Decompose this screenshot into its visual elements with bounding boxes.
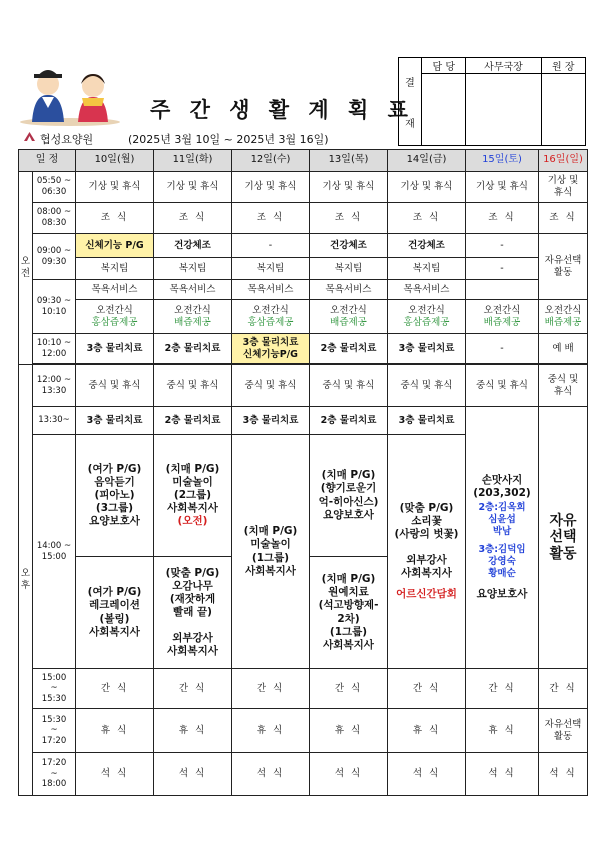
day-header: 14일(금) xyxy=(388,150,466,172)
time-cell: 05:50 ~ 06:30 xyxy=(33,172,76,203)
day-header-sunday: 16일(일) xyxy=(539,150,588,172)
schedule-cell: - xyxy=(466,258,539,280)
schedule-cell: 목욕서비스 xyxy=(232,280,310,300)
program-cell-sunday: 자유 선택 활동 xyxy=(539,407,588,669)
schedule-cell: 간 식 xyxy=(76,669,154,709)
schedule-cell: 조 식 xyxy=(466,203,539,234)
schedule-cell: 조 식 xyxy=(76,203,154,234)
schedule-cell: 기상 및 휴식 xyxy=(310,172,388,203)
schedule-cell-highlight: 3층 물리치료 신체기능P/G xyxy=(232,334,310,364)
schedule-cell: 3층 물리치료 xyxy=(388,334,466,364)
schedule-cell: 목욕서비스 xyxy=(76,280,154,300)
schedule-cell: 간 식 xyxy=(310,669,388,709)
snack-cell: 오전간식 배즙제공 xyxy=(466,300,539,334)
schedule-cell: 기상 및 휴식 xyxy=(539,172,588,203)
time-cell: 14:00 ~ 15:00 xyxy=(33,435,76,669)
schedule-cell: 간 식 xyxy=(539,669,588,709)
schedule-cell: 휴 식 xyxy=(76,709,154,753)
snack-cell: 오전간식 홍삼즙제공 xyxy=(388,300,466,334)
approval-box xyxy=(398,57,586,146)
schedule-cell: 3층 물리치료 xyxy=(388,407,466,435)
snack-cell: 오전간식 홍삼즙제공 xyxy=(76,300,154,334)
schedule-cell: 중식 및 휴식 xyxy=(388,365,466,407)
schedule-cell: 중식 및 휴식 xyxy=(154,365,232,407)
schedule-cell: 중식 및 휴식 xyxy=(466,365,539,407)
schedule-cell: 중식 및 휴식 xyxy=(539,365,588,407)
approval-sign-manager[interactable] xyxy=(466,74,541,146)
time-cell: 09:30 ~ 10:10 xyxy=(33,280,76,334)
schedule-cell: 복지팀 xyxy=(154,258,232,280)
schedule-cell: 석 식 xyxy=(310,753,388,796)
schedule-cell: 2층 물리치료 xyxy=(310,334,388,364)
program-cell-saturday: 손맛사지 (203,302) 2층:김옥희 심윤섭 박남 3층:김덕임 강영숙 황매순 요양보호사 xyxy=(466,407,539,669)
time-cell: 10:10 ~ 12:00 xyxy=(33,334,76,364)
schedule-cell: 자유선택 활동 xyxy=(539,234,588,300)
time-cell: 17:20 ~ 18:00 xyxy=(33,753,76,796)
schedule-cell: 목욕서비스 xyxy=(154,280,232,300)
schedule-cell: 복지팀 xyxy=(232,258,310,280)
schedule-cell: 건강체조 xyxy=(154,234,232,258)
program-cell: (맞춤 P/G) 오감나무 (재잣하게 빨래 끝) 외부강사 사회복지사 xyxy=(154,557,232,669)
time-cell: 12:00 ~ 13:30 xyxy=(33,365,76,407)
schedule-cell: - xyxy=(466,234,539,258)
day-header: 13일(목) xyxy=(310,150,388,172)
schedule-cell: 중식 및 휴식 xyxy=(232,365,310,407)
approval-label: 결 재 xyxy=(399,58,422,146)
program-cell: (여가 P/G) 음악듣기 (피아노) (3그룹) 요양보호사 xyxy=(76,435,154,557)
schedule-cell: 기상 및 휴식 xyxy=(466,172,539,203)
day-header: 10일(월) xyxy=(76,150,154,172)
schedule-cell xyxy=(466,280,539,300)
schedule-cell: 석 식 xyxy=(388,753,466,796)
schedule-cell: - xyxy=(232,234,310,258)
corner-label: 일 정 xyxy=(19,150,76,172)
schedule-cell: 석 식 xyxy=(539,753,588,796)
weekly-schedule-table xyxy=(18,149,588,796)
organization-name: 협성요양원 xyxy=(40,133,94,146)
schedule-cell: 2층 물리치료 xyxy=(310,407,388,435)
schedule-cell: 조 식 xyxy=(388,203,466,234)
schedule-cell: 중식 및 휴식 xyxy=(310,365,388,407)
organization-logo-icon xyxy=(24,132,35,141)
schedule-cell: 휴 식 xyxy=(154,709,232,753)
approval-role-manager: 사무국장 xyxy=(466,58,541,74)
snack-cell: 오전간식 배즙제공 xyxy=(154,300,232,334)
program-cell: (치매 P/G) 원예치료 (석고방향제- 2차) (1그룹) 사회복지사 xyxy=(310,557,388,669)
schedule-cell: 석 식 xyxy=(232,753,310,796)
schedule-cell: 석 식 xyxy=(76,753,154,796)
schedule-cell: 기상 및 휴식 xyxy=(388,172,466,203)
schedule-cell: - xyxy=(466,334,539,364)
schedule-cell: 기상 및 휴식 xyxy=(154,172,232,203)
schedule-cell: 간 식 xyxy=(388,669,466,709)
schedule-cell: 조 식 xyxy=(310,203,388,234)
pm-label: 오 후 xyxy=(19,365,33,796)
day-header: 11일(화) xyxy=(154,150,232,172)
schedule-cell: 복지팀 xyxy=(310,258,388,280)
program-cell: (치매 P/G) (향기로운기 억-히아신스) 요양보호사 xyxy=(310,435,388,557)
schedule-cell: 2층 물리치료 xyxy=(154,407,232,435)
time-cell: 15:00 ~ 15:30 xyxy=(33,669,76,709)
schedule-cell: 간 식 xyxy=(466,669,539,709)
schedule-cell: 건강체조 xyxy=(310,234,388,258)
schedule-cell: 3층 물리치료 xyxy=(76,407,154,435)
schedule-cell: 기상 및 휴식 xyxy=(232,172,310,203)
hanbok-dolls-illustration xyxy=(18,64,123,126)
schedule-period: (2025년 3월 10일 ~ 2025년 3월 16일) xyxy=(128,133,329,146)
program-cell: (여가 P/G) 레크레이션 (볼링) 사회복지사 xyxy=(76,557,154,669)
approval-role-staff: 담 당 xyxy=(422,58,466,74)
schedule-cell: 복지팀 xyxy=(388,258,466,280)
schedule-cell: 휴 식 xyxy=(388,709,466,753)
schedule-cell: 석 식 xyxy=(154,753,232,796)
schedule-cell: 목욕서비스 xyxy=(310,280,388,300)
header-row xyxy=(19,150,588,172)
schedule-cell: 간 식 xyxy=(232,669,310,709)
program-cell: (치매 P/G) 미술놀이 (1그룹) 사회복지사 xyxy=(232,435,310,669)
am-label: 오 전 xyxy=(19,172,33,365)
time-cell: 15:30 ~ 17:20 xyxy=(33,709,76,753)
approval-role-director: 원 장 xyxy=(541,58,586,74)
schedule-cell: 복지팀 xyxy=(76,258,154,280)
time-cell: 13:30~ xyxy=(33,407,76,435)
schedule-cell: 3층 물리치료 xyxy=(76,334,154,364)
program-cell: (치매 P/G) 미술놀이 (2그룹) 사회복지사 (오전) xyxy=(154,435,232,557)
time-cell: 09:00 ~ 09:30 xyxy=(33,234,76,280)
schedule-cell: 기상 및 휴식 xyxy=(76,172,154,203)
schedule-cell: 조 식 xyxy=(154,203,232,234)
schedule-cell: 조 식 xyxy=(232,203,310,234)
snack-cell: 오전간식 홍삼즙제공 xyxy=(232,300,310,334)
page-title: 주 간 생 활 계 획 표 xyxy=(150,98,414,122)
schedule-cell-highlight: 신체기능 P/G xyxy=(76,234,154,258)
schedule-cell: 중식 및 휴식 xyxy=(76,365,154,407)
snack-cell: 오전간식 배즙제공 xyxy=(539,300,588,334)
schedule-cell: 휴 식 xyxy=(232,709,310,753)
schedule-cell: 간 식 xyxy=(154,669,232,709)
approval-sign-staff[interactable] xyxy=(422,74,466,146)
schedule-cell: 휴 식 xyxy=(310,709,388,753)
day-header-saturday: 15일(토) xyxy=(466,150,539,172)
schedule-cell: 3층 물리치료 xyxy=(232,407,310,435)
schedule-cell: 자유선택 활동 xyxy=(539,709,588,753)
schedule-cell: 2층 물리치료 xyxy=(154,334,232,364)
schedule-cell: 석 식 xyxy=(466,753,539,796)
schedule-cell: 휴 식 xyxy=(466,709,539,753)
schedule-cell: 조 식 xyxy=(539,203,588,234)
snack-cell: 오전간식 배즙제공 xyxy=(310,300,388,334)
program-cell: (맞춤 P/G) 소리꽃 (사랑의 벗꽃) 외부강사 사회복지사 어르신간담회 xyxy=(388,435,466,669)
schedule-cell: 목욕서비스 xyxy=(388,280,466,300)
time-cell: 08:00 ~ 08:30 xyxy=(33,203,76,234)
schedule-cell: 건강체조 xyxy=(388,234,466,258)
approval-sign-director[interactable] xyxy=(541,74,586,146)
day-header: 12일(수) xyxy=(232,150,310,172)
schedule-cell: 예 배 xyxy=(539,334,588,364)
